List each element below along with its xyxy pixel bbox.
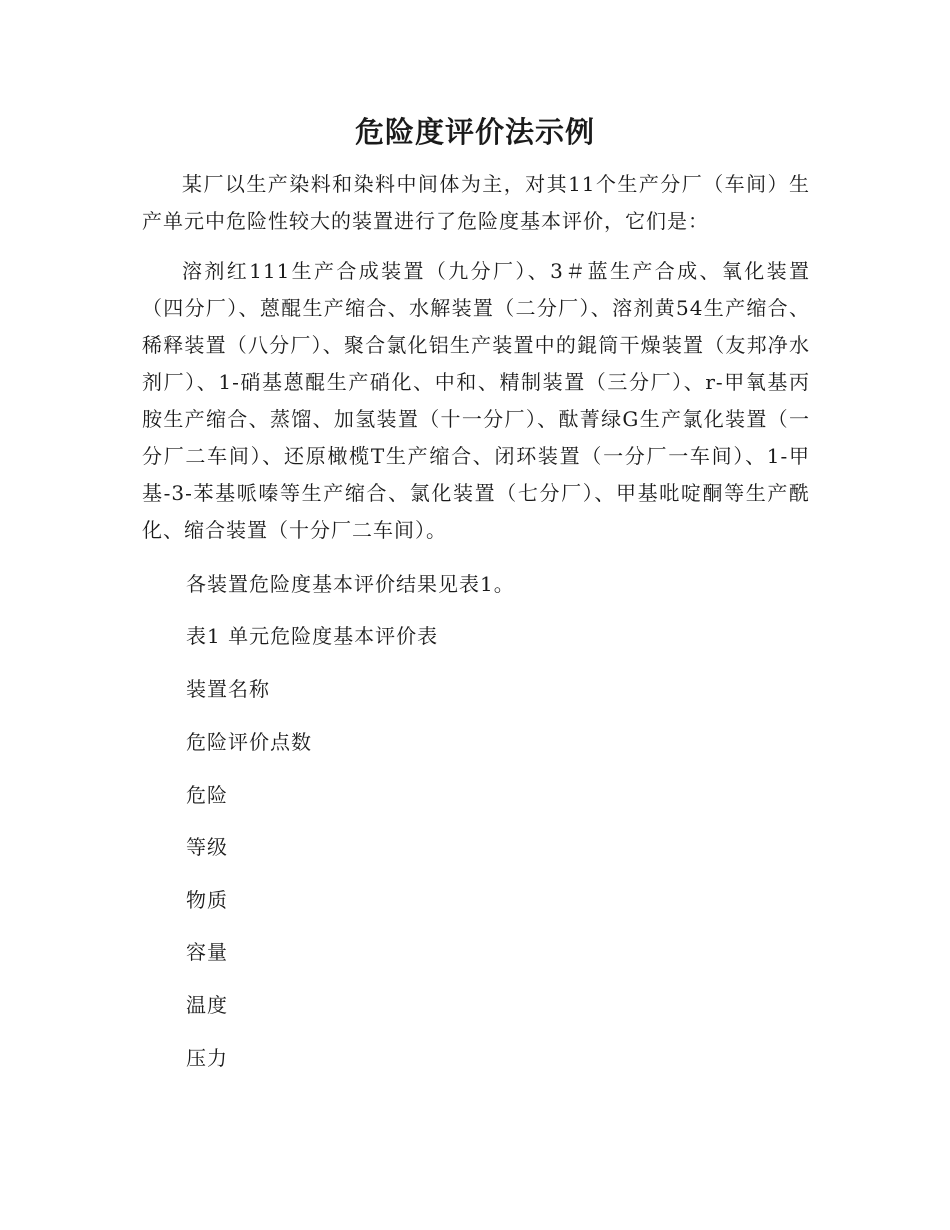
- table-header-device-name: 装置名称: [186, 677, 270, 701]
- table-header-risk-points: 危险评价点数: [186, 730, 312, 754]
- table-header-capacity: 容量: [186, 940, 228, 964]
- table-header-substance: 物质: [186, 888, 228, 912]
- document-title: 危险度评价法示例: [354, 115, 595, 149]
- table-header-pressure: 压力: [186, 1046, 228, 1070]
- table-header-temperature: 温度: [186, 993, 228, 1017]
- table-header-grade: 等级: [186, 835, 228, 859]
- table-caption: 表1 单元危险度基本评价表: [186, 624, 439, 648]
- intro-paragraph: 某厂以生产染料和染料中间体为主，对其11个生产分厂（车间）生产单元中危险性较大的装置进行了危险度基本评价，它们是：: [142, 172, 810, 233]
- table-header-risk: 危险: [186, 783, 228, 807]
- device-list-paragraph: 溶剂红111生产合成装置（九分厂）、3＃蓝生产合成、氧化装置（四分厂）、蒽醌生产缩合、水解装置（二分厂）、溶剂黄54生产缩合、稀释装置（八分厂）、聚合氯化铝生产装置中的錕筒干燥装置（友邦净水剂厂）、1-硝基蒽醌生产硝化、中和、精制装置（三分厂）、r-甲氧基丙胺生产缩合、蒸馏、加氢装置（十一分厂）、酞菁绿G生产氯化装置（一分厂二车间）、还原橄榄T生产缩合、闭环装置（一分厂一车间）、1-甲基-3-苯基哌嗪等生产缩合、氯化装置（七分厂）、甲基吡啶酮等生产酰化、缩合装置（十分厂二车间）。: [142, 259, 810, 542]
- result-note: 各装置危险度基本评价结果见表1。: [186, 572, 515, 596]
